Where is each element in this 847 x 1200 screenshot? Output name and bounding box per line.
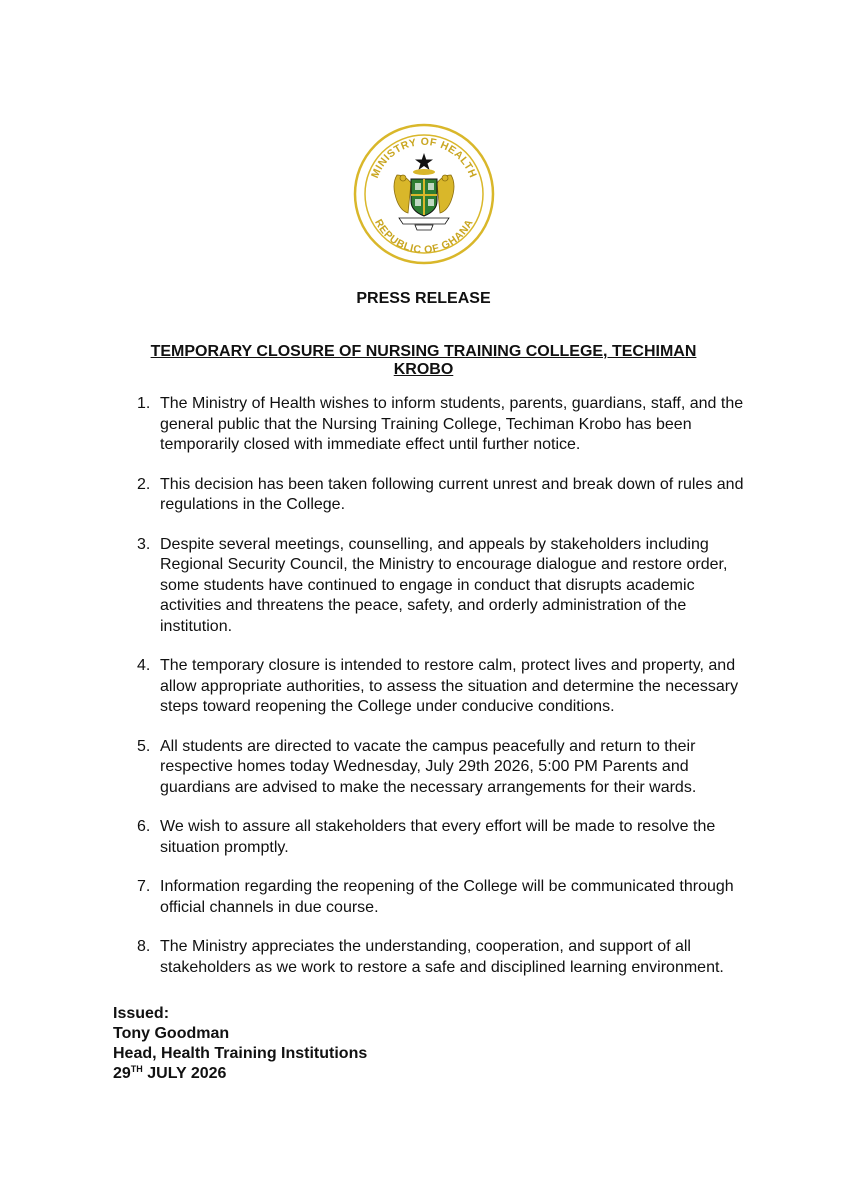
list-item-text: We wish to assure all stakeholders that every effort will be made to resolve the situation promptly. <box>160 818 716 856</box>
list-item-text: The temporary closure is intended to restore calm, protect lives and property, and allow appropriate authorities, to assess the situation and determine the necessary steps toward reopening the College under conducive conditions. <box>160 657 739 715</box>
list-item <box>137 394 747 456</box>
list-item-text: All students are directed to vacate the campus peacefully and return to their respective homes today Wednesday, July 29th 2026, 5:00 PM Parents and guardians are advised to make the necessary arrangements for their wards. <box>160 737 697 796</box>
list-item-number: 4. <box>137 657 151 674</box>
list-item-number: 3. <box>137 535 151 553</box>
issued-block <box>113 1004 367 1084</box>
list-item <box>137 656 747 718</box>
issuer-position: Head, Health Training Institutions <box>113 1045 368 1062</box>
issue-date-rest: JULY 2026 <box>142 1065 227 1082</box>
list-item-number: 2. <box>137 475 151 493</box>
issue-date-suffix: TH <box>130 1064 143 1074</box>
list-item-text: The Ministry appreciates the understanding, cooperation, and support of all stakeholders as we work to restore a safe and disciplined learning environment. <box>160 938 724 976</box>
document-title: TEMPORARY CLOSURE OF NURSING TRAINING COLLEGE, TECHIMAN KROBO <box>150 343 697 378</box>
list-item <box>137 877 747 918</box>
list-item-text: Despite several meetings, counselling, and appeals by stakeholders including Regional Security Council, the Ministry to encourage dialogue and restore order, some students have continued to engage in conduct that disrupts academic activities and threatens the peace, safety, and orderly administration of the institution. <box>160 535 728 635</box>
seal-top-text: MINISTRY OF HEALTH <box>368 135 480 180</box>
issue-date <box>113 1064 367 1084</box>
list-item-text: Information regarding the reopening of the College will be communicated through official channels in due course. <box>160 878 734 916</box>
list-item <box>137 817 747 858</box>
list-item-number: 5. <box>137 737 151 755</box>
numbered-list <box>137 394 747 997</box>
issued-label: Issued: <box>113 1005 170 1022</box>
list-item <box>137 737 747 799</box>
list-item <box>137 475 747 516</box>
issuer-name: Tony Goodman <box>113 1025 230 1042</box>
list-item-number: 6. <box>137 818 151 835</box>
ministry-of-health-seal <box>353 123 495 265</box>
seal-bottom-text: REPUBLIC OF GHANA <box>372 217 476 257</box>
list-item <box>137 937 747 978</box>
list-item-number: 8. <box>137 938 151 955</box>
list-item <box>137 535 747 638</box>
list-item-text: The Ministry of Health wishes to inform students, parents, guardians, staff, and the general public that the Nursing Training College, Techiman Krobo has been temporarily closed with immediate effect until further notice. <box>160 395 744 453</box>
issue-date-day: 29 <box>113 1065 131 1082</box>
list-item-number: 1. <box>137 395 151 412</box>
list-item-number: 7. <box>137 878 151 895</box>
press-release-heading: PRESS RELEASE <box>356 290 491 307</box>
list-item-text: This decision has been taken following current unrest and break down of rules and regulations in the College. <box>160 475 744 513</box>
